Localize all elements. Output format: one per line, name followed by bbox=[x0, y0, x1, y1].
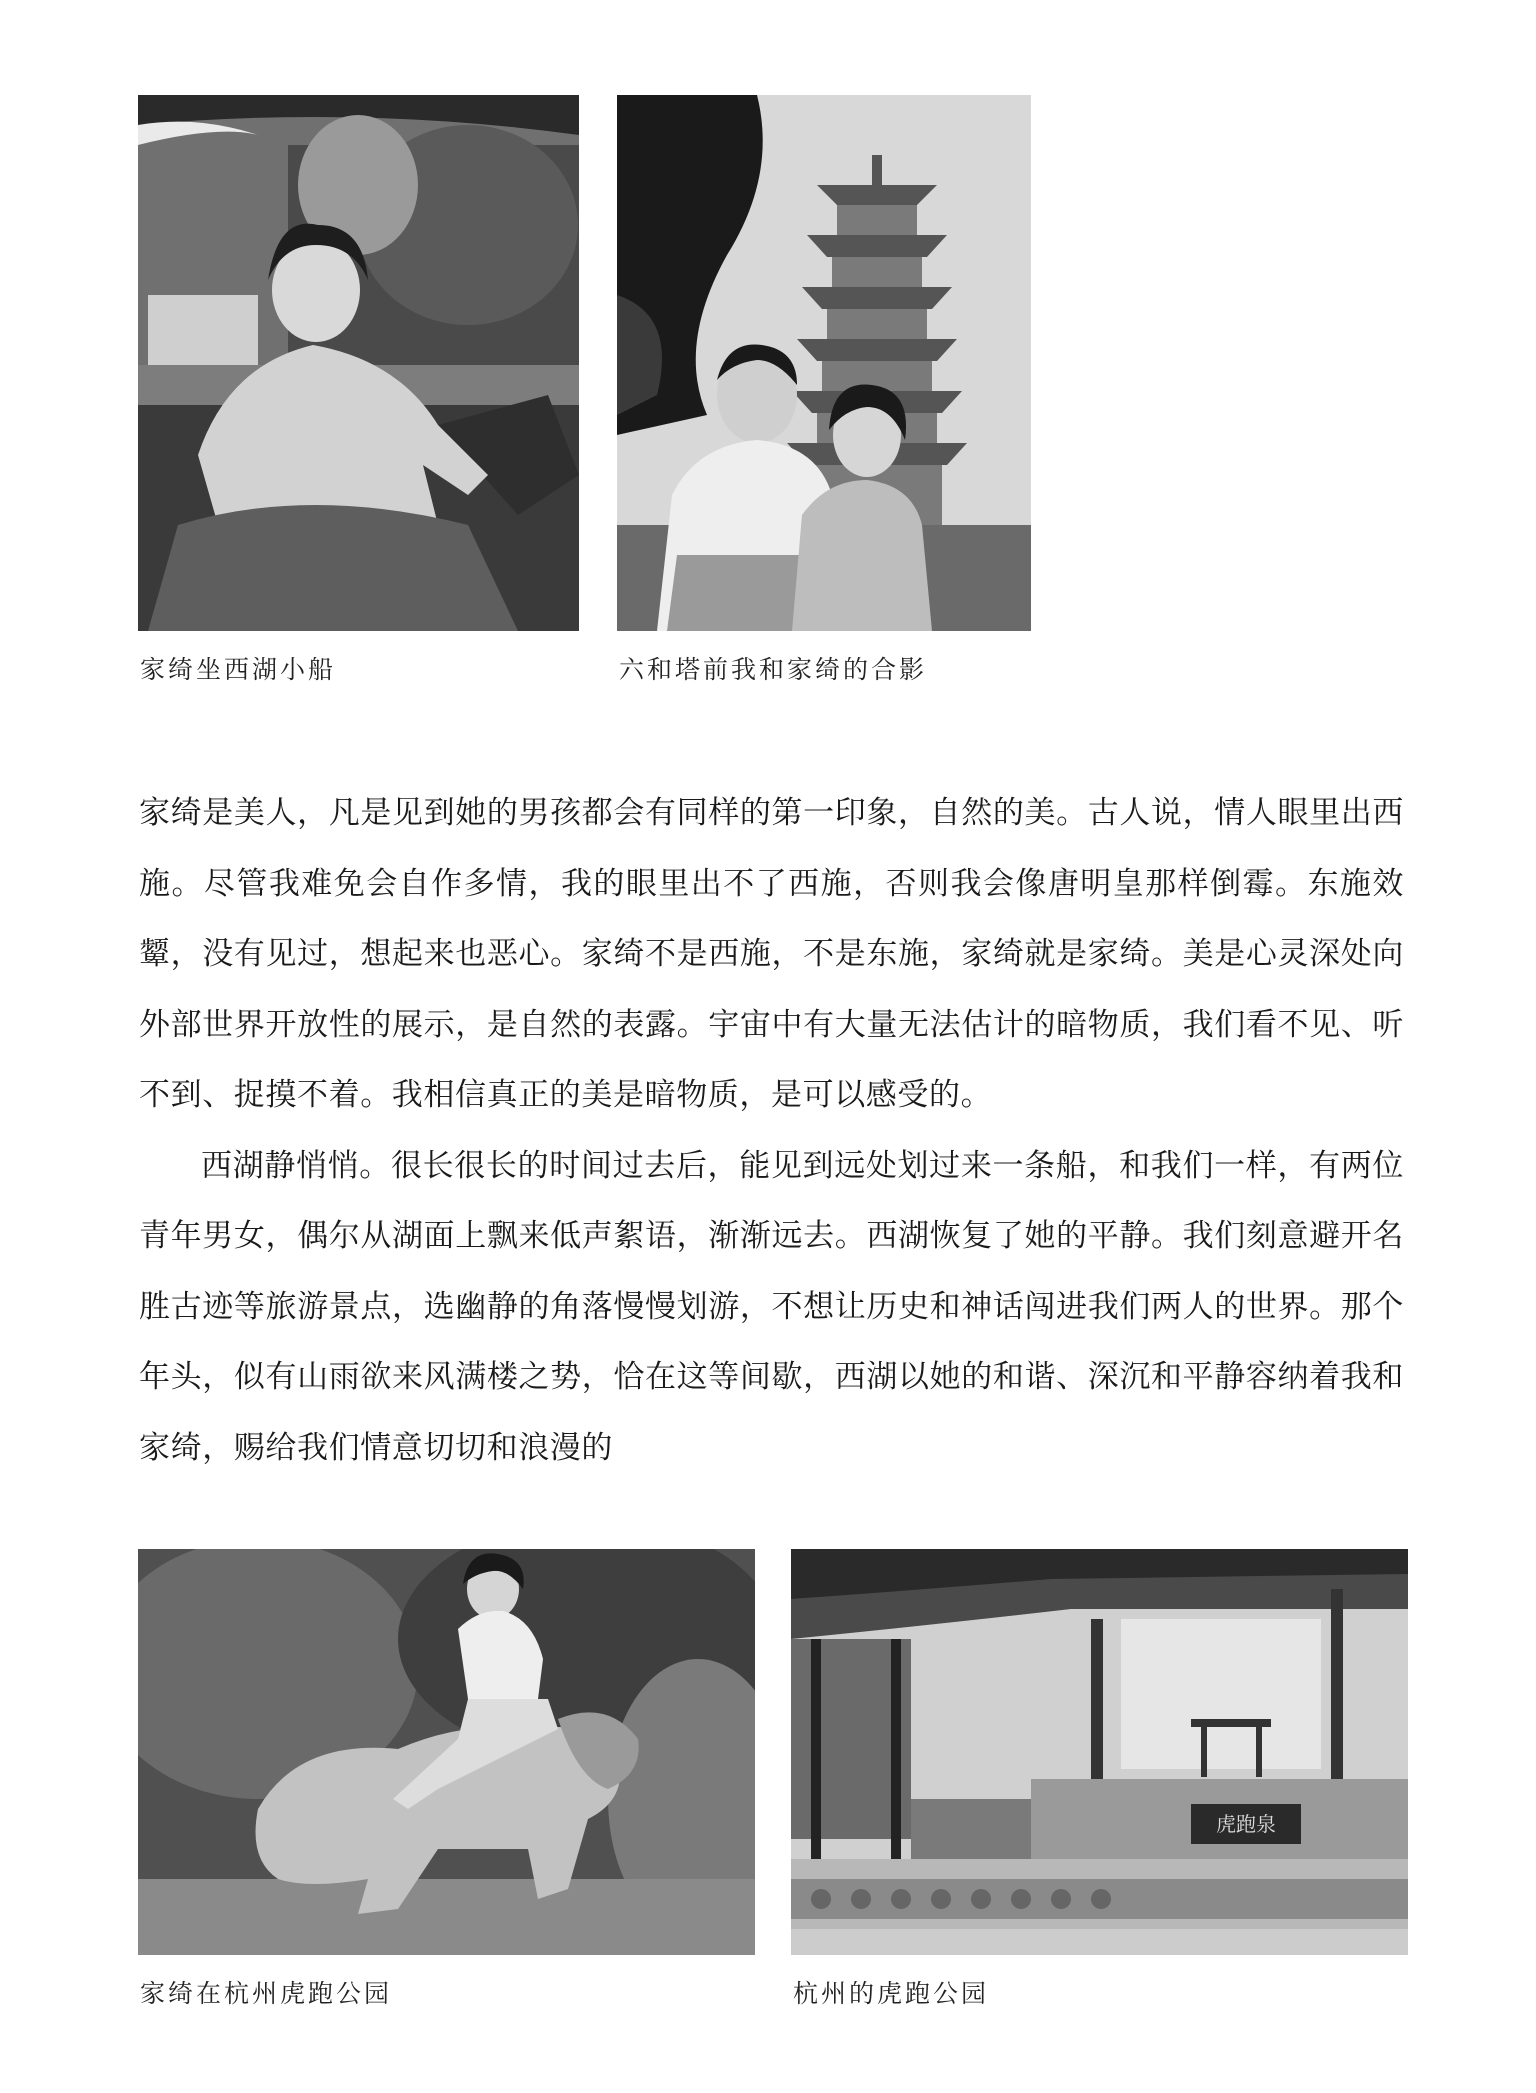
paragraph-1: 家绮是美人，凡是见到她的男孩都会有同样的第一印象，自然的美。古人说，情人眼里出西施。尽管我难免会自作多情，我的眼里出不了西施，否则我会像唐明皇那样倒霉。东施效颦，没有见过，想起来也恶心。家绮不是西施，不是东施，家绮就是家绮。美是心灵深处向外部世界开放性的展示，是自然的表露。宇宙中有大量无法估计的暗物质，我们看不见、听不到、捉摸不着。我相信真正的美是暗物质，是可以感受的。 bbox=[139, 795, 1404, 1113]
caption-woman-tiger-statue: 家绮在杭州虎跑公园 bbox=[140, 1979, 393, 2008]
photo-woman-in-boat bbox=[138, 95, 579, 631]
article-body bbox=[139, 778, 1404, 1483]
caption-hupao-park: 杭州的虎跑公园 bbox=[793, 1979, 990, 2008]
plaque-text: 虎跑泉 bbox=[1216, 1812, 1276, 1836]
photo-hupao-park bbox=[791, 1549, 1408, 1955]
photo-couple-pagoda-image bbox=[617, 95, 1031, 631]
paragraph-2: 西湖静悄悄。很长很长的时间过去后，能见到远处划过来一条船，和我们一样，有两位青年男女，偶尔从湖面上飘来低声絮语，渐渐远去。西湖恢复了她的平静。我们刻意避开名胜古迹等旅游景点，选幽静的角落慢慢划游，不想让历史和神话闯进我们两人的世界。那个年头，似有山雨欲来风满楼之势，恰在这等间歇，西湖以她的和谐、深沉和平静容纳着我和家绮，赐给我们情意切切和浪漫的 bbox=[139, 1147, 1404, 1466]
photo-woman-tiger-statue-image bbox=[138, 1549, 755, 1955]
caption-couple-pagoda: 六和塔前我和家绮的合影 bbox=[619, 655, 928, 684]
caption-woman-in-boat: 家绮坐西湖小船 bbox=[140, 655, 337, 684]
photo-woman-in-boat-image bbox=[138, 95, 579, 631]
photo-hupao-park-image bbox=[791, 1549, 1408, 1955]
photo-couple-pagoda bbox=[617, 95, 1031, 631]
photo-woman-tiger-statue bbox=[138, 1549, 755, 1955]
